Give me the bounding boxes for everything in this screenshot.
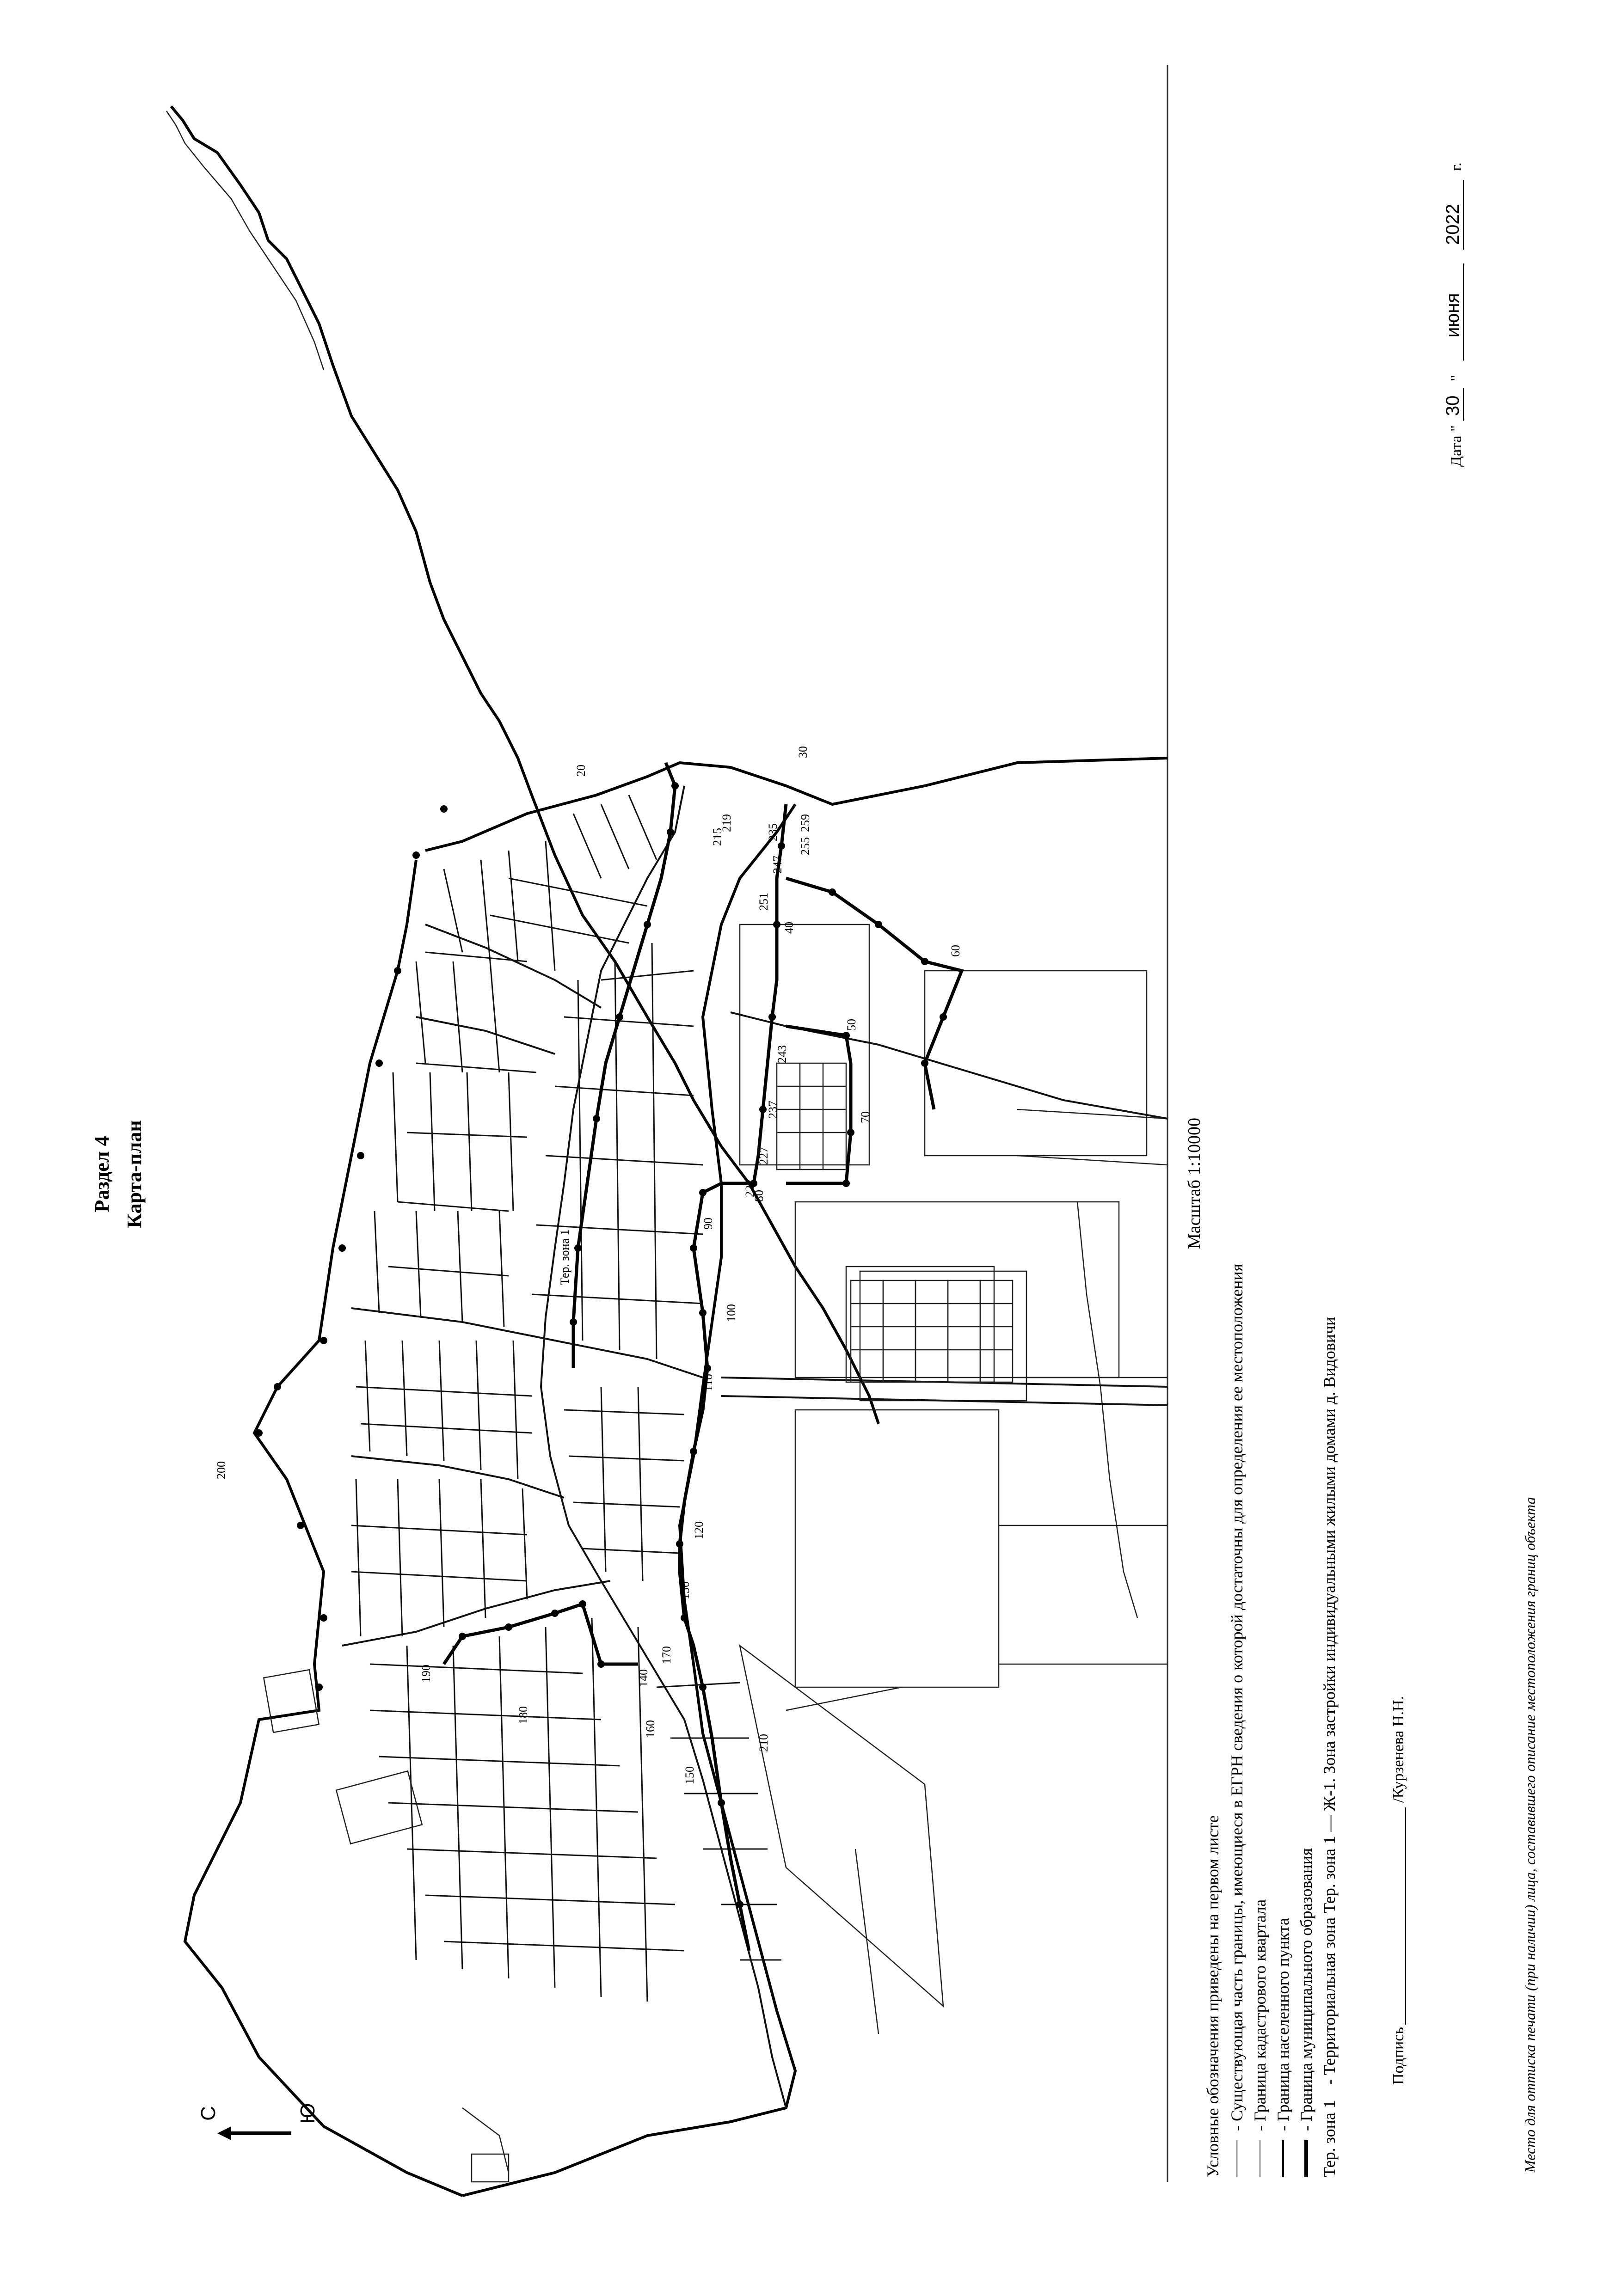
svg-text:80: 80	[752, 1190, 766, 1202]
legend-item-4	[1320, 1317, 1339, 2177]
svg-text:222: 222	[743, 1179, 756, 1197]
legend-item-3	[1297, 1848, 1315, 2177]
svg-text:219: 219	[720, 814, 733, 832]
date-month: июня	[1443, 293, 1463, 337]
svg-text:- Существующая часть границы,: - Существующая часть границы, имеющиеся в ЕГРН сведения о которой достаточны для определения ее местоположения	[1228, 1263, 1246, 2131]
svg-text:- Территориальная зона Тер. зо: - Территориальная зона Тер. зона 1 — Ж-1. Зона застройки индивидуальными жилыми домами д. Видовичи	[1320, 1316, 1339, 2085]
scale-label	[1185, 1118, 1204, 1249]
svg-text:90: 90	[701, 1218, 715, 1230]
svg-text:60: 60	[949, 945, 962, 957]
date-suffix: г.	[1448, 162, 1465, 171]
svg-text:140: 140	[637, 1669, 650, 1687]
svg-text:243: 243	[775, 1045, 789, 1063]
legend-item-0	[1228, 1264, 1246, 2177]
svg-text:120: 120	[692, 1521, 706, 1539]
svg-text:251: 251	[757, 893, 770, 911]
svg-text:200: 200	[215, 1461, 228, 1479]
compass-south: Ю	[296, 2103, 319, 2124]
svg-text:150: 150	[683, 1766, 696, 1784]
svg-text:Тер. зона 1: Тер. зона 1	[558, 1229, 571, 1285]
svg-text:110: 110	[701, 1373, 715, 1391]
svg-text:": "	[1448, 375, 1465, 381]
svg-text:235: 235	[766, 823, 780, 841]
svg-text:247: 247	[771, 856, 784, 874]
svg-text:30: 30	[796, 746, 810, 758]
svg-text:- Граница кадастрового квартал: - Граница кадастрового квартала	[1251, 1899, 1269, 2131]
stamp-note	[1522, 1497, 1538, 2173]
signature-name: /Курзенева Н.Н.	[1390, 1696, 1407, 1803]
map-plan-title: Карта-план	[123, 1120, 146, 1228]
svg-text:Тер. зона 1: Тер. зона 1	[1320, 2100, 1339, 2177]
svg-text:227: 227	[757, 1147, 770, 1165]
svg-text:- Граница населенного пункта: - Граница населенного пункта	[1274, 1918, 1292, 2131]
compass-north: С	[197, 2106, 220, 2121]
date-year: 2022	[1443, 204, 1463, 245]
svg-text:259: 259	[799, 814, 812, 832]
svg-text:20: 20	[574, 765, 588, 777]
svg-text:Место для оттиска печати (при: Место для оттиска печати (при наличии) лица, составившего описание местоположения границ объекта	[1522, 1497, 1538, 2173]
svg-text:190: 190	[419, 1665, 433, 1683]
section-title: Раздел 4	[91, 1136, 113, 1212]
svg-text:50: 50	[845, 1019, 858, 1031]
svg-text:215: 215	[711, 828, 724, 846]
svg-text:210: 210	[757, 1734, 770, 1752]
svg-text:70: 70	[859, 1111, 872, 1123]
svg-text:130: 130	[678, 1581, 692, 1599]
svg-text:- Граница муниципального образ: - Граница муниципального образования	[1297, 1848, 1315, 2131]
svg-text:237: 237	[766, 1101, 780, 1119]
svg-text:Масштаб 1:10000: Масштаб 1:10000	[1185, 1117, 1204, 1249]
svg-text:100: 100	[725, 1304, 738, 1322]
svg-text:180: 180	[516, 1706, 530, 1724]
signature-label: Подпись	[1390, 2027, 1407, 2085]
svg-text:255: 255	[799, 837, 812, 855]
svg-text:170: 170	[660, 1646, 673, 1664]
legend-title: Условные обозначения приведены на первом листе	[1204, 1815, 1222, 2177]
svg-text:160: 160	[644, 1720, 657, 1738]
svg-text:40: 40	[782, 922, 796, 934]
date-day: 30	[1443, 395, 1463, 416]
date-prefix: Дата "	[1448, 425, 1465, 467]
